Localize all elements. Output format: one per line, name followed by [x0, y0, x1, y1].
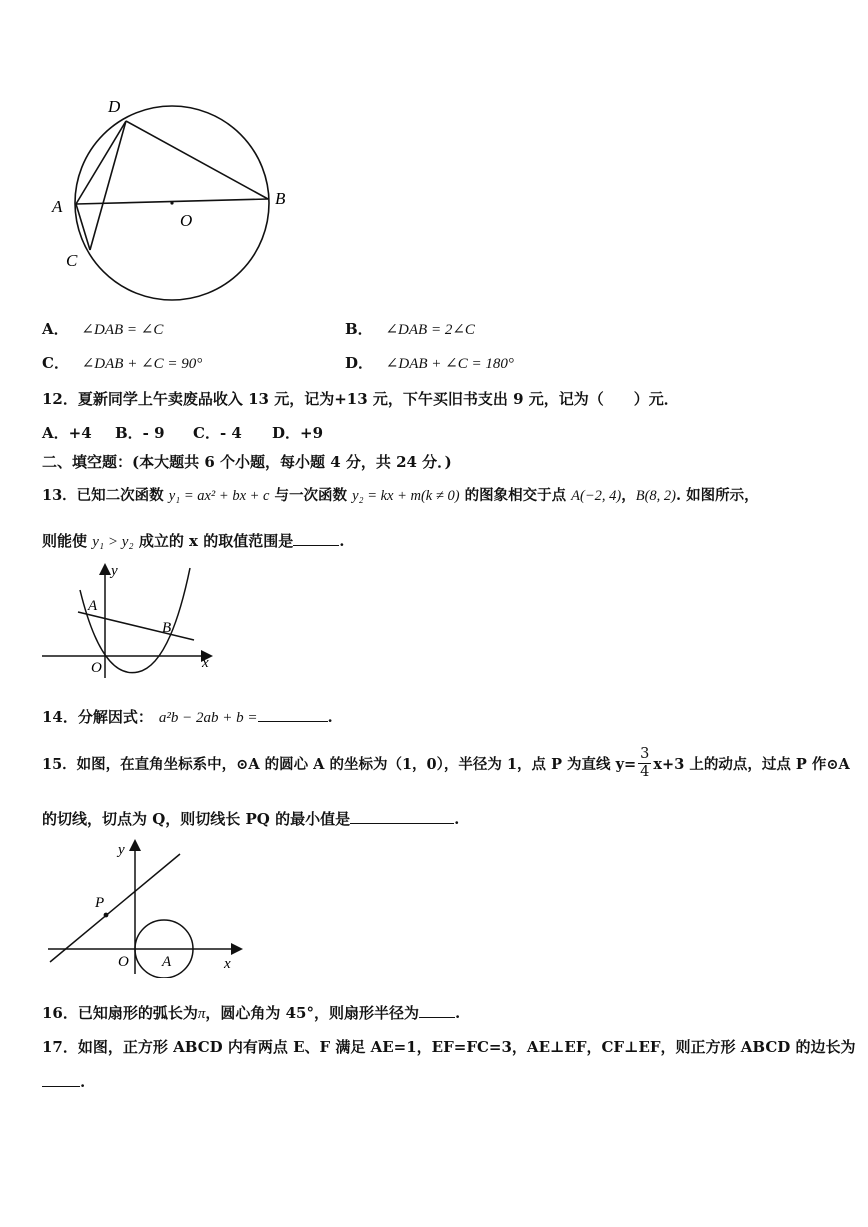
q12-option-d: D．+9	[272, 424, 324, 442]
q11-option-d	[345, 352, 514, 373]
q13-text-f: 成立的 x 的取值范围是	[133, 532, 294, 550]
q13-sep: ，	[621, 487, 636, 504]
label-x: x	[224, 956, 231, 972]
q15-text-a: 15．如图，在直角坐标系中，⊙A 的圆心 A 的坐标为（1，0），半径为 1，点 P 为直线 y=	[42, 756, 637, 773]
label-p: P	[95, 895, 105, 911]
q15-text-b: x+3 上的动点，过点 P 作⊙A	[653, 756, 850, 773]
section-heading: 二、填空题：(本大题共 6 个小题，每小题 4 分，共 24 分．)	[42, 453, 452, 471]
q13-func2: y₂ = kx + m(k ≠ 0)	[352, 488, 460, 504]
q13-line1	[42, 484, 759, 505]
label-d: D	[108, 97, 121, 116]
q17-end: .	[80, 1073, 86, 1091]
q17-line2	[42, 1072, 85, 1091]
q15-fraction	[638, 746, 651, 781]
option-letter: B．	[345, 320, 373, 338]
q16-pi: π	[197, 1006, 206, 1022]
q12-option-b: B．- 9	[115, 424, 165, 442]
label-b: B	[275, 189, 286, 208]
q15-line1	[42, 746, 850, 781]
q12-option-c: C．- 4	[193, 424, 242, 442]
q16-text-b: ，圆心角为 45°，则扇形半径为	[205, 1004, 419, 1022]
q11-option-c	[42, 352, 202, 373]
option-text: ∠DAB + ∠C = 180°	[385, 356, 514, 372]
figure-circle-line	[40, 838, 250, 978]
q13-text-c: 的图象相交于点	[459, 487, 572, 504]
q13-text-b: 与一次函数	[269, 487, 353, 504]
option-text: ∠DAB = ∠C	[81, 322, 164, 338]
figure-circle-abcd	[40, 88, 300, 308]
option-letter: A．	[42, 320, 69, 338]
q11-option-a	[42, 318, 163, 339]
fraction-numerator: 3	[640, 746, 650, 762]
q11-option-b	[345, 318, 475, 339]
q14-expression: a²b − 2ab + b =	[158, 710, 258, 726]
q13-text-g: .	[339, 532, 345, 550]
q13-answer-blank[interactable]	[293, 531, 339, 546]
q15-text-d: .	[454, 810, 460, 828]
q16-text-c: .	[455, 1004, 461, 1022]
parabola	[80, 568, 190, 673]
label-a: A	[88, 598, 98, 614]
q16-line	[42, 1002, 460, 1023]
q13-line2	[42, 530, 344, 551]
option-letter: D．	[345, 354, 374, 372]
q14-answer-blank[interactable]	[258, 707, 328, 722]
q15-text-c: 的切线，切点为 Q，则切线长 PQ 的最小值是	[42, 810, 351, 828]
q13-text-e: 则能使	[42, 532, 93, 550]
q17-line1: 17．如图，正方形 ABCD 内有两点 E、F 满足 AE=1，EF=FC=3，AE⊥EF，CF⊥EF，则正方形 ABCD 的边长为	[42, 1038, 856, 1056]
q13-text-a: 13．已知二次函数	[42, 487, 169, 504]
q13-func1: y₁ = ax² + bx + c	[168, 488, 270, 504]
label-y: y	[118, 842, 125, 858]
q13-inequality: y₁ > y₂	[92, 534, 134, 550]
label-o: O	[91, 660, 102, 676]
segment-dc	[90, 121, 126, 250]
q15-line2	[42, 808, 459, 829]
q16-answer-blank[interactable]	[419, 1003, 455, 1018]
q12-option-a: A．+4	[42, 424, 92, 442]
label-x: x	[202, 655, 209, 671]
label-y: y	[111, 563, 118, 579]
q17-answer-blank[interactable]	[42, 1072, 80, 1087]
q12-text: 12．夏新同学上午卖废品收入 13 元，记为+13 元，下午买旧书支出 9 元，记为（ ）元．	[42, 390, 679, 408]
q13-text-d: . 如图所示，	[675, 487, 759, 504]
q13-point-a: A(−2, 4)	[571, 488, 622, 504]
q16-text-a: 16．已知扇形的弧长为	[42, 1004, 198, 1022]
fraction-denominator: 4	[640, 764, 650, 780]
label-o: O	[180, 211, 193, 230]
option-letter: C．	[42, 354, 69, 372]
q13-point-b: B(8, 2)	[635, 488, 676, 504]
label-c: C	[66, 251, 78, 270]
label-a: A	[52, 197, 63, 216]
option-text: ∠DAB + ∠C = 90°	[81, 356, 203, 372]
label-o: O	[118, 954, 129, 970]
point-p	[104, 913, 109, 918]
label-b: B	[162, 620, 172, 636]
segment-db	[126, 121, 268, 199]
line-y-3-4x-3	[50, 854, 180, 962]
option-text: ∠DAB = 2∠C	[385, 322, 475, 338]
center-dot	[170, 201, 173, 204]
q14-end: .	[327, 708, 333, 726]
label-a: A	[162, 954, 172, 970]
q15-answer-blank[interactable]	[350, 809, 454, 824]
figure-parabola-line	[38, 560, 228, 685]
q14-line	[42, 706, 333, 727]
q14-label: 14．分解因式：	[42, 708, 153, 726]
